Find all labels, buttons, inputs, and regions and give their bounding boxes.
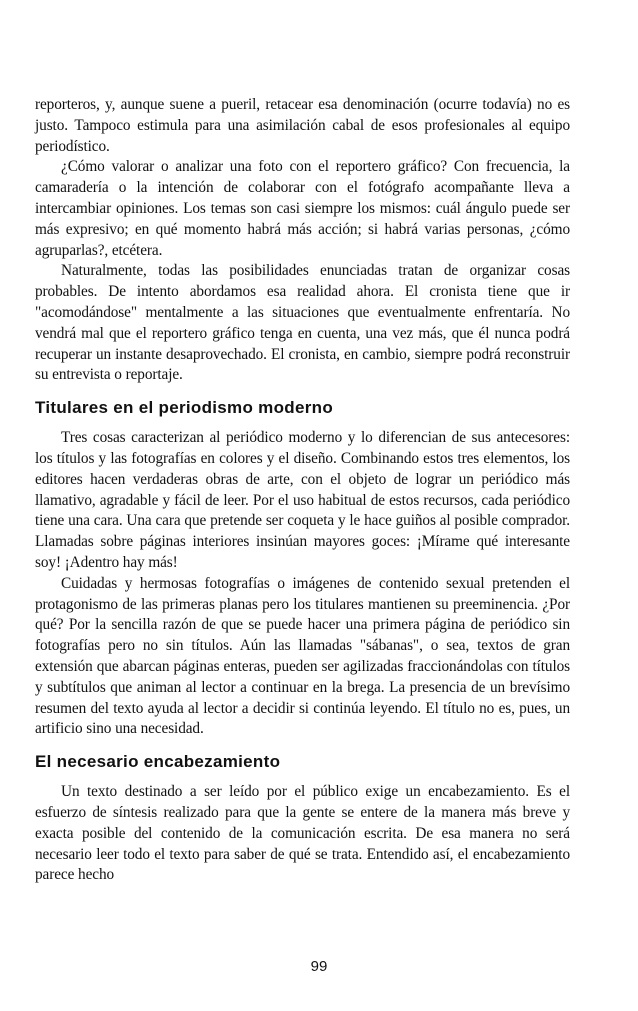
- section2-paragraph-1: Un texto destinado a ser leído por el público exige un encabezamiento. Es el esfuerzo de síntesis realizado para que la gente se entere de la manera más breve y exacta posible del contenido de la comunicación escrita. De esa manera no será necesario leer todo el texto para saber de qué se trata. Entendido así, el encabezamiento parece hecho: [35, 783, 570, 884]
- intro-paragraph-1: reporteros, y, aunque suene a pueril, retacear esa denominación (ocurre todavía) no es justo. Tampoco estimula para una asimilación cabal de esos profesionales al equipo periodístico.: [35, 96, 570, 155]
- section1-paragraph-2: Cuidadas y hermosas fotografías o imágenes de contenido sexual pretenden el protagonismo de las primeras planas pero los titulares mantienen su preeminencia. ¿Por qué? Por la sencilla razón de que se puede hacer una primera página de periódico sin fotografías pero no sin títulos. Aún las llamadas "sábanas", o sea, textos de gran extensión que abarcan páginas enteras, pueden ser agilizadas fraccionándolas con títulos y subtítulos que animan al lector a continuar en la brega. La presencia de un brevísimo resumen del texto ayuda al lector a decidir si continúa leyendo. El título no es, pues, un artificio sino una necesidad.: [35, 574, 570, 738]
- section1-paragraph-1: Tres cosas caracterizan al periódico moderno y lo diferencian de sus antecesores: los títulos y las fotografías en colores y el diseño. Combinando estos tres elementos, los editores hacen verdaderas obras de arte, con el objeto de lograr un periódico más llamativo, agradable y fácil de leer. Por el uso habitual de estos recursos, cada periódico tiene una cara. Una cara que pretende ser coqueta y le hace guiños al posible comprador. Llamadas sobre páginas interiores insinúan mayores goces: ¡Mírame qué interesante soy! ¡Adentro hay más!: [35, 429, 570, 571]
- intro-paragraph-3: Naturalmente, todas las posibilidades enunciadas tratan de organizar cosas probables. De intento abordamos esa realidad ahora. El cronista tiene que ir "acomodándose" mentalmente a las situaciones que eventualmente enfrentaría. No vendrá mal que el reportero gráfico tenga en cuenta, una vez más, que él nunca podrá recuperar un instante desaprovechado. El cronista, en cambio, siempre podrá reconstruir su entrevista o reportaje.: [35, 262, 570, 384]
- section-heading-titulares: Titulares en el periodismo moderno: [35, 398, 334, 418]
- section-heading-encabezamiento: El necesario encabezamiento: [35, 752, 281, 772]
- intro-paragraph-2: ¿Cómo valorar o analizar una foto con el reportero gráfico? Con frecuencia, la camaradería o la intención de colaborar con el fotógrafo acompañante lleva a intercambiar opiniones. Los temas son casi siempre los mismos: cuál ángulo puede ser más expresivo; en qué momento habrá más acción; si habrá varias personas, ¿cómo agruparlas?, etcétera.: [35, 158, 570, 259]
- text-column: [35, 95, 570, 886]
- page-number: 99: [310, 958, 328, 975]
